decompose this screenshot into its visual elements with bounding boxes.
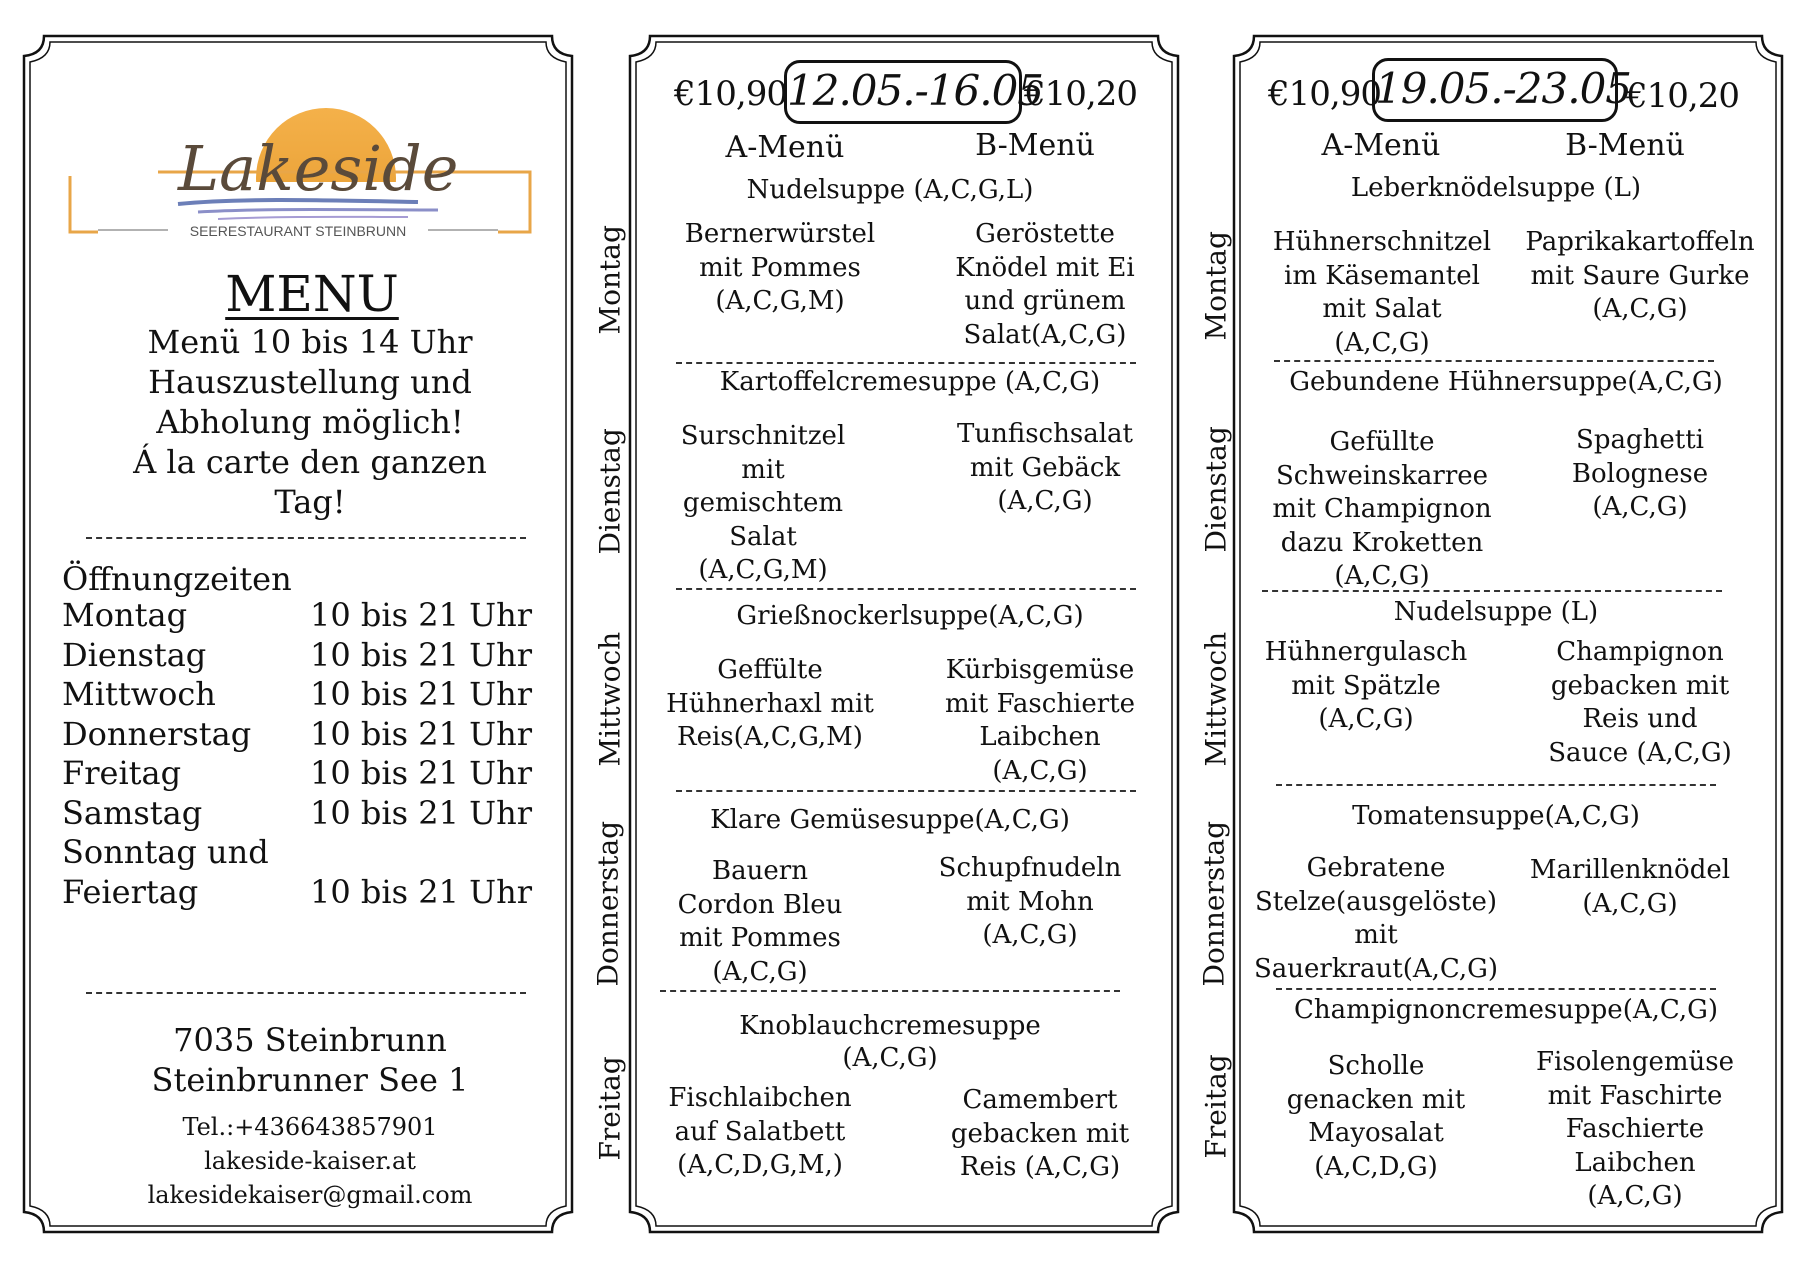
soup: Nudelsuppe (A,C,G,L) [746,175,1034,205]
day-label: Dienstag [593,428,627,555]
dish-b: Marillenknödel (A,C,G) [1529,855,1731,919]
hours-row: Donnerstag 10 bis 21 Uhr [62,714,532,753]
phone: Tel.:+436643857901 [182,1113,438,1141]
logo-subtitle: SEERESTAURANT STEINBRUNN [189,223,407,239]
dish-b: Spaghetti Bolognese (A,C,G) [1571,425,1709,522]
divider [1262,590,1722,592]
dish-a: Hühnergulasch mit Spätzle (A,C,G) [1264,637,1468,734]
divider [660,990,1120,992]
lakeside-logo [58,90,558,285]
dish-b: Fisolengemüse mit Faschirte Faschierte Laibchen (A,C,G) [1536,1047,1734,1211]
soup: Kartoffelcremesuppe (A,C,G) [719,367,1101,397]
hours-row: Montag 10 bis 21 Uhr [62,596,532,634]
dish-a: Bernerwürstel mit Pommes (A,C,G,M) [684,219,876,316]
dish-b: Geröstette Knödel mit Ei und grünem Salat(A,C,G) [955,219,1135,350]
day-label: Montag [593,225,627,335]
week-dates: 12.05.-16.05 [784,60,1022,124]
dish-b: Paprikakartoffeln mit Saure Gurke (A,C,G) [1525,227,1755,324]
dish-a: Surschnitzel mit gemischtem Salat (A,C,G,M) [680,421,846,585]
soup: Gebundene Hühnersuppe(A,C,G) [1289,367,1723,397]
day-label: Montag [1199,231,1233,341]
divider [676,790,1136,792]
soup: Nudelsuppe (L) [1393,597,1599,627]
hours-row: Mittwoch 10 bis 21 Uhr [62,675,532,713]
soup: Klare Gemüsesuppe(A,C,G) [710,805,1070,835]
contact-info [60,1110,560,1212]
day-label: Mittwoch [1199,631,1233,767]
dish-b: Champignon gebacken mit Reis und Sauce (A,C,G) [1548,637,1732,768]
hours-row: Dienstag 10 bis 21 Uhr [62,635,532,674]
a-menu-label: A-Menü [725,130,845,165]
dish-b: Schupfnudeln mit Mohn (A,C,G) [938,853,1122,950]
dish-b: Camembert gebacken mit Reis (A,C,G) [950,1085,1130,1182]
opening-hours [62,596,532,912]
dish-a: Fischlaibchen auf Salatbett (A,C,D,G,M,) [668,1083,852,1180]
divider [676,588,1136,590]
day-label: Freitag [593,1056,627,1161]
divider [676,362,1136,364]
dish-a: Gefüllte Schweinskarree mit Champignon dazu Kroketten (A,C,G) [1272,427,1492,591]
day-label: Freitag [1199,1054,1233,1159]
week-dates: 19.05.-23.05 [1372,58,1618,122]
day-label: Donnerstag [1197,820,1231,987]
address: 7035 Steinbrunn Steinbrunner See 1 [151,1021,469,1099]
day-label: Dienstag [1199,426,1233,553]
hours-row: Freitag 10 bis 21 Uhr [62,754,532,792]
hours-row: Samstag 10 bis 21 Uhr [62,793,532,832]
a-menu-label: A-Menü [1321,128,1441,163]
website: lakeside-kaiser.at [204,1147,416,1175]
email: lakesidekaiser@gmail.com [147,1181,473,1209]
price-a: €10,90 [674,74,787,114]
dish-a: Scholle genacken mit Mayosalat (A,C,D,G) [1286,1051,1466,1182]
soup: Grießnockerlsuppe(A,C,G) [736,601,1084,631]
dish-b: Tunfischsalat mit Gebäck (A,C,G) [957,419,1133,516]
day-label: Mittwoch [593,631,627,767]
price-b: €10,20 [1024,74,1137,114]
divider [1276,988,1716,990]
menu-title: MENU [225,265,399,323]
soup: Knoblauchcremesuppe (A,C,G) [739,1011,1041,1073]
soup: Tomatensuppe(A,C,G) [1352,801,1640,831]
intro-text: Menü 10 bis 14 Uhr Hauszustellung und Abholung möglich! Á la carte den ganzen Tag! [133,323,487,521]
divider [1276,784,1716,786]
soup: Champignoncremesuppe(A,C,G) [1293,995,1719,1025]
divider [86,537,526,539]
day-label: Donnerstag [591,820,625,987]
dish-a: Gebratene Stelze(ausgelöste) mit Sauerkraut(A,C,G) [1253,853,1499,984]
price-b: €10,20 [1626,76,1739,116]
dish-a: Geffülte Hühnerhaxl mit Reis(A,C,G,M) [666,655,874,752]
soup: Leberknödelsuppe (L) [1350,173,1642,203]
logo-wordmark: Lakeside [178,132,459,205]
hours-title: Öffnungzeiten [62,560,292,598]
b-menu-label: B-Menü [975,128,1095,163]
hours-row: Feiertag 10 bis 21 Uhr [62,872,532,911]
divider [1274,360,1714,362]
dish-a: Hühnerschnitzel im Käsemantel mit Salat (A,C,G) [1272,227,1492,358]
hours-row: Sonntag und [62,833,269,871]
dish-b: Kürbisgemüse mit Faschierte Laibchen (A,C,G) [944,655,1136,786]
price-a: €10,90 [1268,74,1381,114]
divider [86,992,526,994]
dish-a: Bauern Cordon Bleu mit Pommes (A,C,G) [677,856,843,987]
b-menu-label: B-Menü [1565,128,1685,163]
